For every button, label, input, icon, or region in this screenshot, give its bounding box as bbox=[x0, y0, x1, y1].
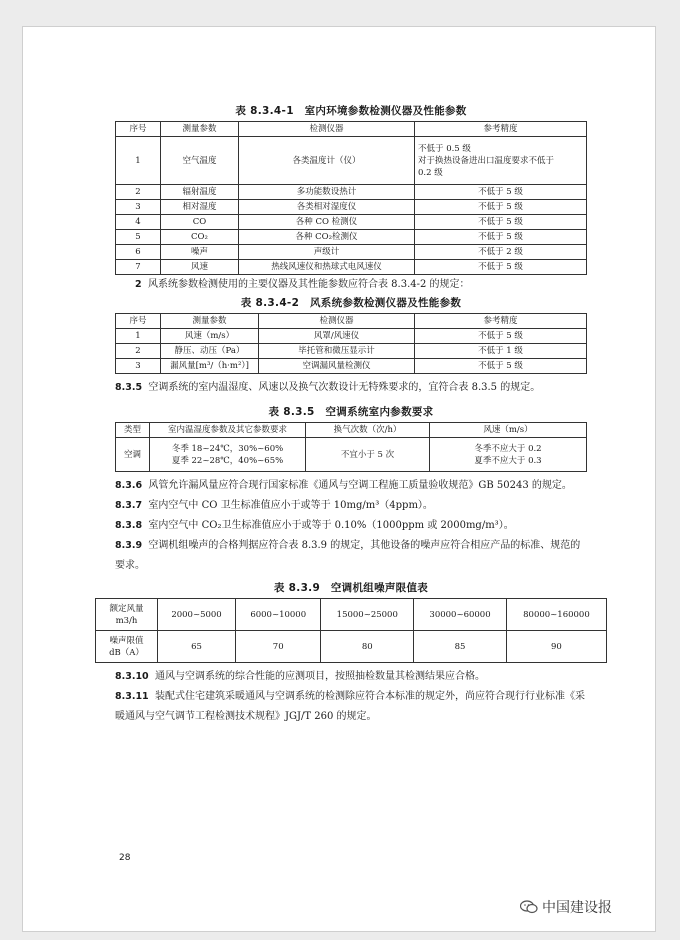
table2-header: 序号 bbox=[116, 314, 161, 329]
paragraph-text: 装配式住宅建筑采暖通风与空调系统的检测除应符合本标准的规定外，尚应符合现行行业标准《采暖通风与空气调节工程检测技术规程》JGJ/T 260 的规定。 bbox=[115, 691, 586, 722]
cell-line: 噪声限值 bbox=[109, 635, 144, 646]
cell-line: m3/h bbox=[115, 615, 138, 626]
table1-header: 测量参数 bbox=[161, 122, 239, 137]
table-cell bbox=[96, 631, 158, 663]
table-cell: 不低于 5 级 bbox=[415, 230, 587, 245]
table-cell: 各类温度计（仪） bbox=[239, 137, 415, 185]
table-cell: 70 bbox=[236, 631, 321, 663]
paragraph-number: 8.3.8 bbox=[115, 520, 143, 531]
paragraph-8-3-7 bbox=[115, 496, 587, 516]
table-cell: 噪声 bbox=[161, 245, 239, 260]
table2-header: 参考精度 bbox=[415, 314, 587, 329]
wechat-icon bbox=[520, 900, 538, 914]
table-cell: 不低于 5 级 bbox=[415, 359, 587, 374]
table-cell bbox=[430, 438, 587, 472]
table1-header: 检测仪器 bbox=[239, 122, 415, 137]
table-cell: 不低于 5 级 bbox=[415, 185, 587, 200]
paragraph-8-3-5 bbox=[115, 378, 587, 398]
table3-title: 表 8.3.5 空调系统室内参数要求 bbox=[268, 406, 434, 418]
table-row bbox=[116, 329, 587, 344]
paragraph-text: 室内空气中 CO 卫生标准值应小于或等于 10mg/m³（4ppm）。 bbox=[148, 500, 433, 511]
table2 bbox=[115, 313, 587, 374]
table-cell: 6000~10000 bbox=[236, 599, 321, 631]
table-cell: 不低于 1 级 bbox=[415, 344, 587, 359]
cell-line: 夏季 22~28℃，40%~65% bbox=[171, 455, 284, 466]
table-row bbox=[116, 245, 587, 260]
table-cell: 65 bbox=[158, 631, 236, 663]
watermark bbox=[520, 897, 612, 917]
table2-header: 检测仪器 bbox=[259, 314, 415, 329]
table-cell: 80 bbox=[321, 631, 414, 663]
table-cell: 不宜小于 5 次 bbox=[306, 438, 430, 472]
table-row bbox=[96, 599, 607, 631]
table-cell: 风速 bbox=[161, 260, 239, 275]
cell-line: dB（A） bbox=[109, 647, 144, 658]
cell-line: 夏季不应大于 0.3 bbox=[474, 455, 542, 466]
table2-header-row bbox=[116, 314, 587, 329]
table-row bbox=[116, 359, 587, 374]
table-cell: 风速（m/s） bbox=[161, 329, 259, 344]
paragraph-8-3-8 bbox=[115, 516, 587, 536]
document-page bbox=[22, 26, 656, 932]
table-cell bbox=[150, 438, 306, 472]
table-cell: 90 bbox=[506, 631, 606, 663]
table3 bbox=[115, 422, 587, 472]
paragraph-text: 空调机组噪声的合格判据应符合表 8.3.9 的规定，其他设备的噪声应符合相应产品的标准、规范的要求。 bbox=[115, 540, 581, 571]
table-cell: 辐射温度 bbox=[161, 185, 239, 200]
table-cell: 相对湿度 bbox=[161, 200, 239, 215]
table-row bbox=[96, 631, 607, 663]
paragraph-text: 风系统参数检测使用的主要仪器及其性能参数应符合表 8.3.4-2 的规定： bbox=[147, 279, 470, 290]
paragraph-text: 室内空气中 CO₂卫生标准值应小于或等于 0.10%（1000ppm 或 2000mg/m³）。 bbox=[148, 520, 514, 531]
table-row bbox=[116, 185, 587, 200]
paragraph-8-3-9 bbox=[115, 536, 587, 576]
paragraph-number: 8.3.5 bbox=[115, 382, 143, 393]
precision-line: 对于换热设备进出口温度要求不低于 bbox=[418, 155, 555, 166]
table-cell: 5 bbox=[116, 230, 161, 245]
table-cell: 不低于 5 级 bbox=[415, 215, 587, 230]
table-cell: 热线风速仪和热球式电风速仪 bbox=[239, 260, 415, 275]
table-cell: 不低于 5 级 bbox=[415, 329, 587, 344]
table-cell: CO bbox=[161, 215, 239, 230]
watermark-text: 中国建设报 bbox=[542, 900, 612, 916]
table-cell: 1 bbox=[116, 329, 161, 344]
table-cell: 1 bbox=[116, 137, 161, 185]
table-cell: 各种 CO 检测仪 bbox=[239, 215, 415, 230]
paragraph-2 bbox=[115, 275, 587, 295]
paragraph-number: 8.3.11 bbox=[115, 691, 149, 702]
table-row bbox=[116, 215, 587, 230]
table4-title: 表 8.3.9 空调机组噪声限值表 bbox=[273, 582, 429, 594]
table-cell: 7 bbox=[116, 260, 161, 275]
table3-header: 风速（m/s） bbox=[430, 423, 587, 438]
precision-line: 0.2 级 bbox=[418, 167, 443, 178]
table-cell: 毕托管和微压显示计 bbox=[259, 344, 415, 359]
table3-header: 室内温湿度参数及其它参数要求 bbox=[150, 423, 306, 438]
table1-header: 序号 bbox=[116, 122, 161, 137]
table1-title: 表 8.3.4-1 室内环境参数检测仪器及性能参数 bbox=[235, 105, 467, 117]
paragraph-number: 8.3.6 bbox=[115, 480, 143, 491]
table1 bbox=[115, 121, 587, 275]
table-cell: 空调漏风量检测仪 bbox=[259, 359, 415, 374]
table-row bbox=[116, 230, 587, 245]
precision-line: 不低于 0.5 级 bbox=[418, 143, 471, 154]
table-cell: 声级计 bbox=[239, 245, 415, 260]
table-cell: CO₂ bbox=[161, 230, 239, 245]
table-cell bbox=[96, 599, 158, 631]
table2-title: 表 8.3.4-2 风系统参数检测仪器及性能参数 bbox=[240, 297, 462, 309]
table-cell: 静压、动压（Pa） bbox=[161, 344, 259, 359]
table-cell: 多功能数设热计 bbox=[239, 185, 415, 200]
table1-header-row bbox=[116, 122, 587, 137]
cell-line: 冬季 18~24℃，30%~60% bbox=[171, 443, 284, 454]
table-cell: 不低于 5 级 bbox=[415, 200, 587, 215]
table-row bbox=[116, 137, 587, 185]
table1-header: 参考精度 bbox=[415, 122, 587, 137]
table-row bbox=[116, 260, 587, 275]
table-cell: 各种 CO₂检测仪 bbox=[239, 230, 415, 245]
paragraph-text: 风管允许漏风量应符合现行国家标准《通风与空调工程施工质量验收规范》GB 50243 的规定。 bbox=[148, 480, 572, 491]
table-cell: 2 bbox=[116, 185, 161, 200]
table-cell: 空调 bbox=[116, 438, 150, 472]
paragraph-8-3-11 bbox=[115, 687, 587, 727]
paragraph-number: 8.3.10 bbox=[115, 671, 149, 682]
table-cell: 6 bbox=[116, 245, 161, 260]
page-content bbox=[109, 103, 590, 727]
table-row bbox=[116, 200, 587, 215]
table-cell: 80000~160000 bbox=[506, 599, 606, 631]
table-row bbox=[116, 438, 587, 472]
table-cell: 不低于 2 级 bbox=[415, 245, 587, 260]
paragraph-number: 8.3.9 bbox=[115, 540, 143, 551]
table-cell: 30000~60000 bbox=[414, 599, 507, 631]
table-cell: 85 bbox=[414, 631, 507, 663]
table-cell: 3 bbox=[116, 359, 161, 374]
table-row bbox=[116, 344, 587, 359]
paragraph-text: 通风与空调系统的综合性能的应测项目，按照抽检数量其检测结果应合格。 bbox=[155, 671, 486, 682]
table-cell: 4 bbox=[116, 215, 161, 230]
table-cell bbox=[415, 137, 587, 185]
table3-header: 类型 bbox=[116, 423, 150, 438]
paragraph-number: 8.3.7 bbox=[115, 500, 143, 511]
cell-line: 冬季不应大于 0.2 bbox=[474, 443, 542, 454]
table-cell: 漏风量[m³/（h·m²）] bbox=[161, 359, 259, 374]
paragraph-8-3-6 bbox=[115, 476, 587, 496]
table-cell: 不低于 5 级 bbox=[415, 260, 587, 275]
table3-header-row bbox=[116, 423, 587, 438]
table4 bbox=[95, 598, 607, 663]
table-cell: 2 bbox=[116, 344, 161, 359]
paragraph-text: 空调系统的室内温湿度、风速以及换气次数设计无特殊要求的，宜符合表 8.3.5 的规定。 bbox=[148, 382, 541, 393]
table-cell: 各类相对湿度仪 bbox=[239, 200, 415, 215]
page-number: 28 bbox=[119, 853, 131, 863]
table-cell: 空气温度 bbox=[161, 137, 239, 185]
table-cell: 2000~5000 bbox=[158, 599, 236, 631]
table-cell: 风罩/风速仪 bbox=[259, 329, 415, 344]
table2-header: 测量参数 bbox=[161, 314, 259, 329]
table3-header: 换气次数（次/h） bbox=[306, 423, 430, 438]
paragraph-number: 2 bbox=[135, 279, 142, 290]
paragraph-8-3-10 bbox=[115, 667, 587, 687]
table-cell: 3 bbox=[116, 200, 161, 215]
table-cell: 15000~25000 bbox=[321, 599, 414, 631]
cell-line: 额定风量 bbox=[109, 603, 144, 614]
